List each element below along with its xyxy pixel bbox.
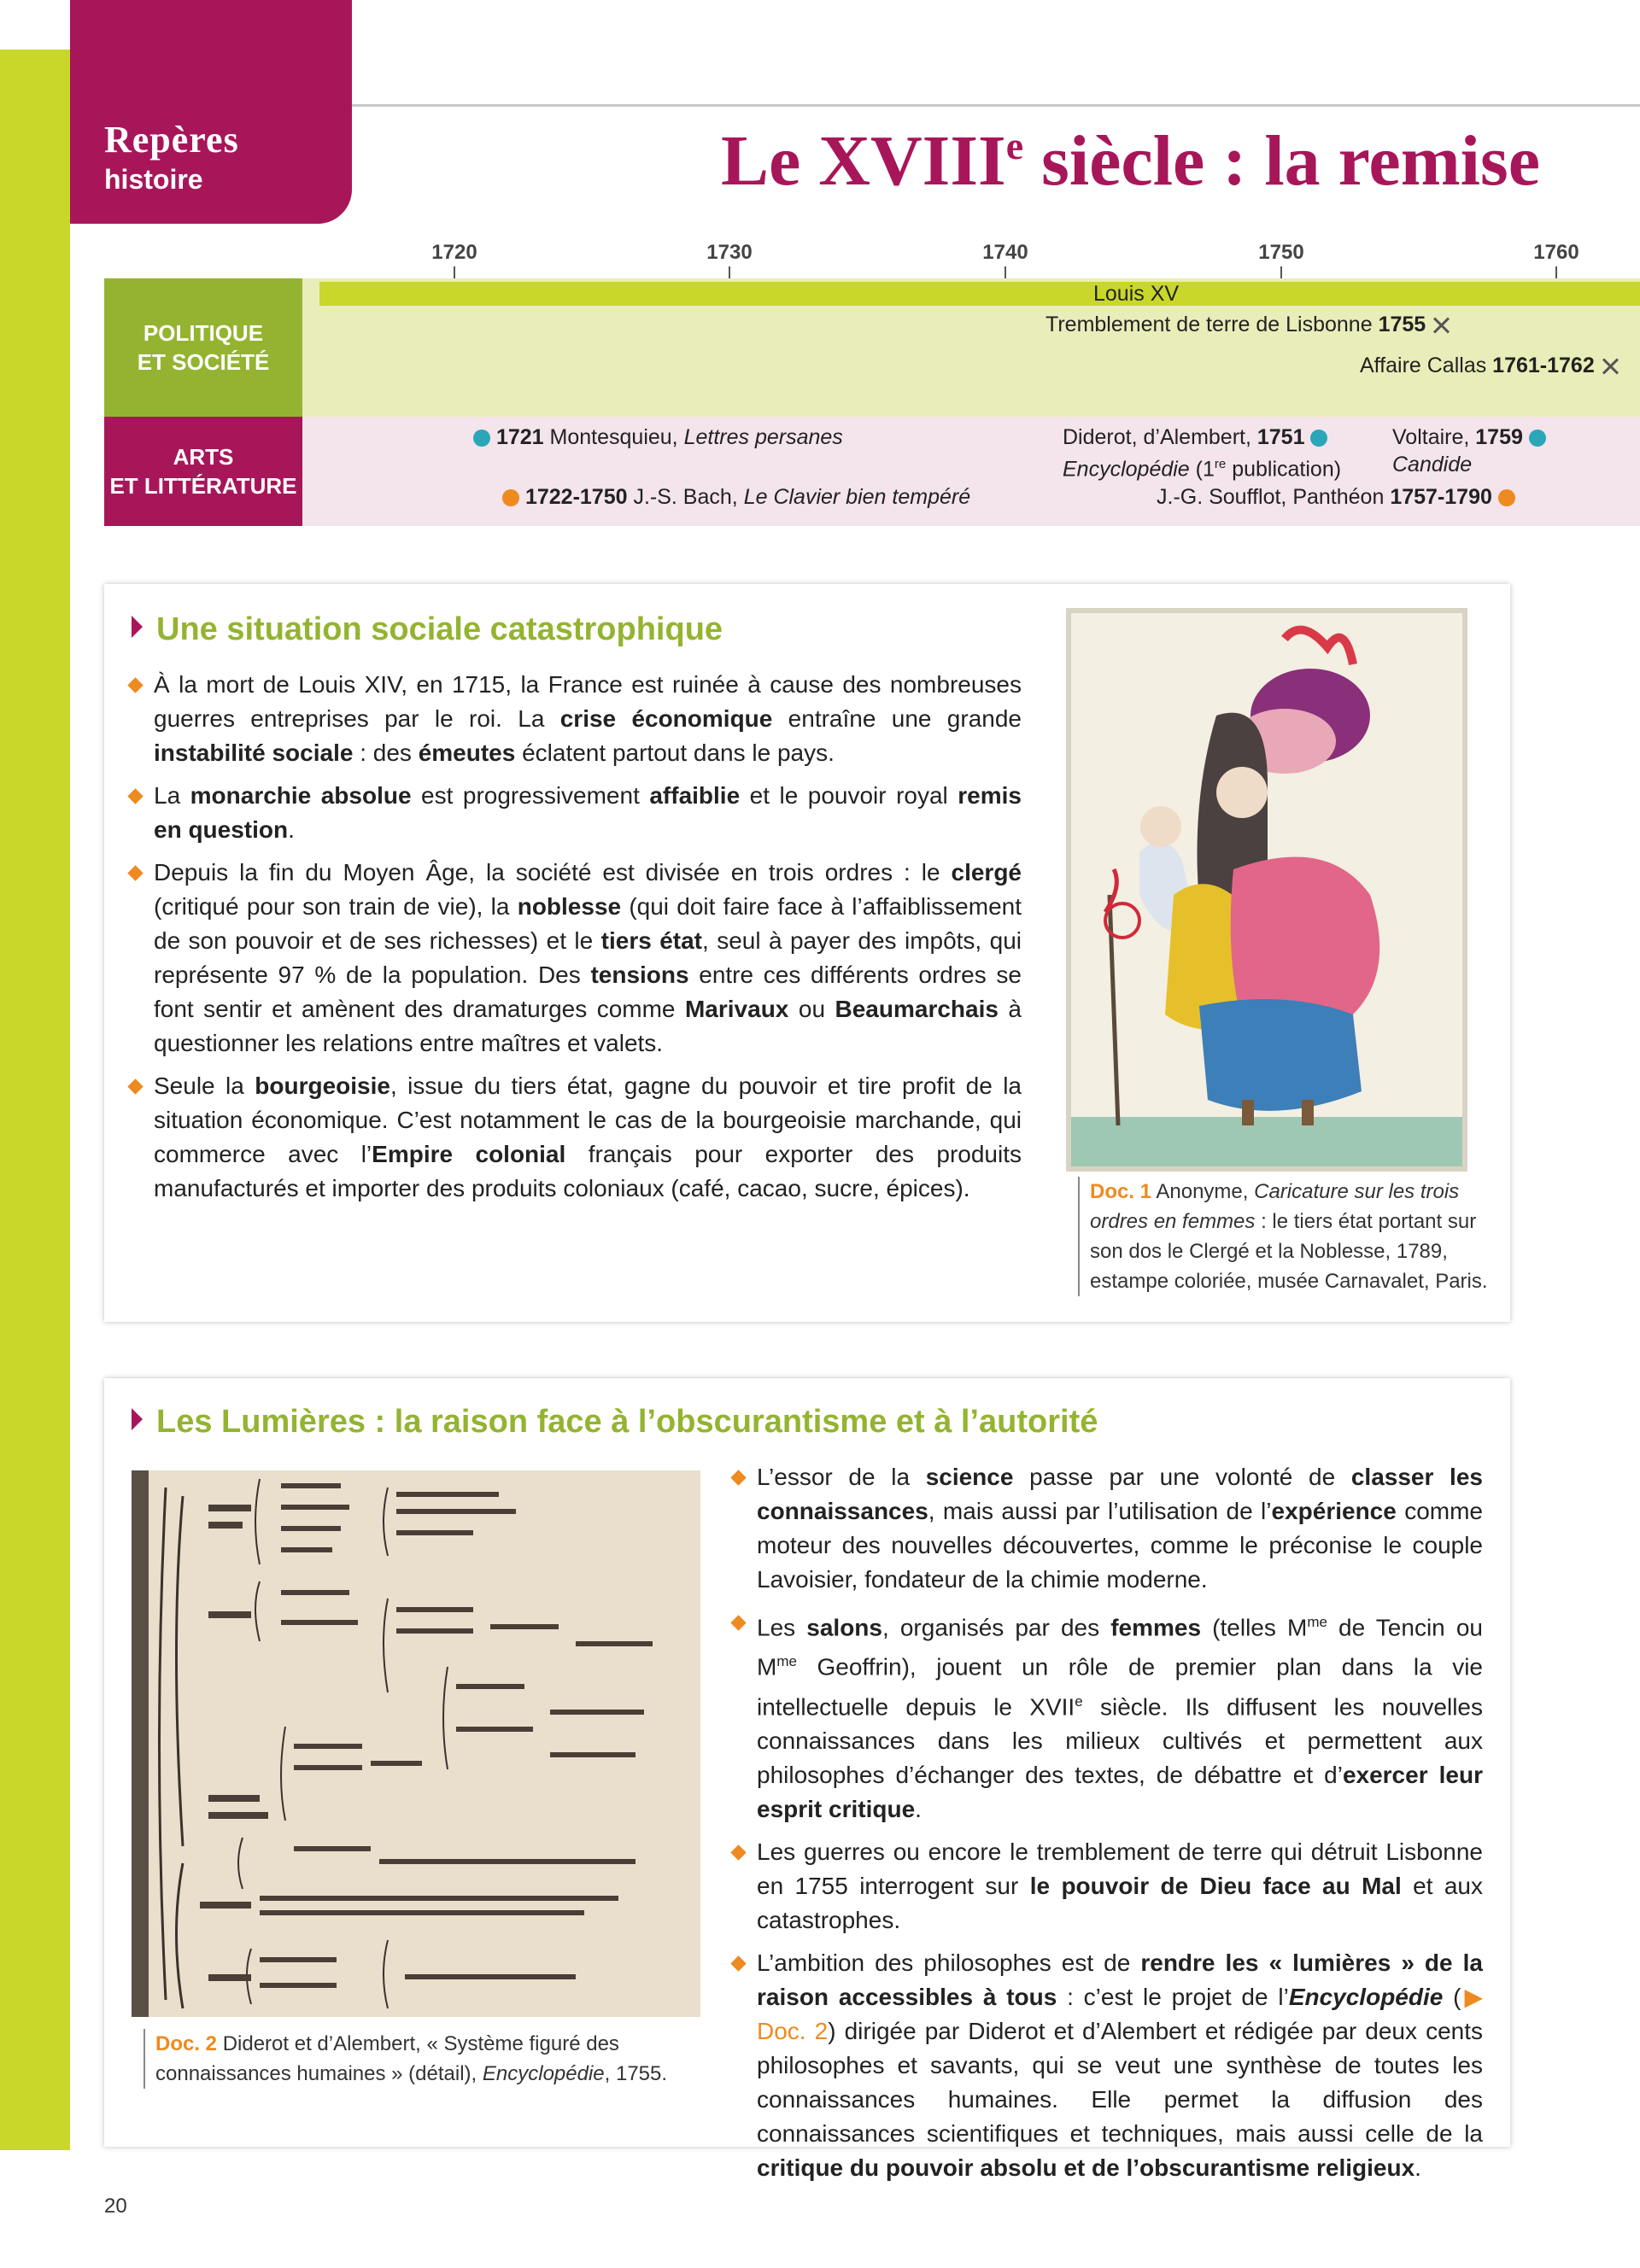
section1-text	[128, 668, 1022, 1214]
left-color-strip	[0, 50, 70, 2150]
section-title-2: Les Lumières : la raison face à l’obscurantisme et à l’autorité	[132, 1404, 1098, 1441]
section2-text	[731, 1460, 1483, 2194]
bullet-icon	[127, 788, 143, 804]
dot-icon	[1310, 430, 1327, 447]
event-voltaire: Voltaire, 1759 Candide	[1392, 424, 1546, 478]
section-title-1: Une situation sociale catastrophique	[132, 611, 723, 648]
dot-icon	[502, 489, 519, 506]
chevron-icon	[132, 1408, 143, 1430]
dot-icon	[473, 430, 490, 447]
event-lisbonne: Tremblement de terre de Lisbonne 1755	[1046, 311, 1450, 338]
event-soufflot: J.-G. Soufflot, Panthéon 1757-1790	[1157, 483, 1515, 511]
doc2-illustration	[132, 1470, 700, 2017]
event-callas: Affaire Callas 1761-1762	[1360, 352, 1620, 379]
page-number: 20	[104, 2195, 127, 2218]
paragraph: Les salons, organisés par des femmes (telles $M^{me}$ de Tencin ou $M^{me}$ Geoffrin), jouent un rôle de premier plan dans la vie intellectuelle depuis le XVIIe siècle. Ils diffusent les nouvelles connaissances dans les milieux cultivés et permettent aux philosophes d’échanger des textes, de débattre et d’exercer leur esprit critique.	[731, 1605, 1483, 1827]
timeline-tick	[1555, 266, 1557, 278]
paragraph: La monarchie absolue est progressivement affaiblie et le pouvoir royal remis en question.	[128, 779, 1022, 847]
timeline-tick	[1004, 266, 1006, 278]
bullet-icon	[127, 1078, 143, 1094]
timeline-year: 1740	[982, 241, 1028, 264]
cross-icon	[1601, 357, 1620, 376]
bullet-icon	[127, 865, 143, 880]
tab-subtitle: histoire	[104, 164, 203, 195]
louis-xv-label: Louis XV	[1093, 282, 1180, 306]
paragraph: Les guerres ou encore le tremblement de terre qui détruit Lisbonne en 1755 interrogent sur le pouvoir de Dieu face au Mal et aux catastrophes.	[731, 1835, 1483, 1938]
encyclopedie-tree-image	[132, 1470, 700, 2017]
timeline-year: 1730	[706, 241, 753, 264]
paragraph: L’essor de la science passe par une volonté de classer les connaissances, mais aussi par l’utilisation de l’expérience comme moteur des nouvelles découvertes, comme le préconise le couple Lavoisier, fondateur de la chimie moderne.	[731, 1460, 1483, 1597]
doc2-reference-link[interactable]: ▶ Doc. 2	[757, 1983, 1483, 2044]
header-rule	[352, 104, 1640, 107]
paragraph: L’ambition des philosophes est de rendre les « lumières » de la raison accessibles à tous : c’est le projet de l’Encyclopédie (▶ Doc. 2) dirigée par Diderot et d’Alembert et rédigée par deux cents philosophes et savants, qui se veut une synthèse de toutes les connaissances humaines. Elle permet la diffusion des connaissances scientifiques et techniques, mais aussi celle de la critique du pouvoir absolu et de l’obscurantisme religieux.	[731, 1946, 1483, 2185]
timeline-year: 1760	[1533, 241, 1579, 264]
doc2-caption: Doc. 2 Diderot et d’Alembert, « Système figuré des connaissances humaines » (détail), Encyclopédie, 1755.	[144, 2029, 690, 2089]
arts-label: ARTS ET LITTÉRATURE	[104, 417, 302, 526]
bullet-icon	[730, 1615, 746, 1630]
paragraph: À la mort de Louis XIV, en 1715, la France est ruinée à cause des nombreuses guerres entreprises par le roi. La crise économique entraîne une grande instabilité sociale : des émeutes éclatent partout dans le pays.	[128, 668, 1022, 770]
event-montesquieu: 1721 Montesquieu, Lettres persanes	[473, 424, 843, 451]
louis-xv-reign-bar	[319, 282, 1640, 306]
timeline-year: 1750	[1258, 241, 1304, 264]
section-tab	[70, 0, 352, 224]
timeline-tick	[1280, 266, 1282, 278]
timeline-year: 1720	[431, 241, 477, 264]
cross-icon	[1432, 316, 1450, 335]
politics-label: POLITIQUE ET SOCIÉTÉ	[104, 278, 302, 417]
dot-icon	[1498, 489, 1515, 506]
doc1-illustration	[1066, 608, 1467, 1172]
page-title: Le XVIIIe siècle : la remise	[721, 121, 1540, 201]
caricature-image	[1071, 613, 1462, 1166]
tab-title: Repères	[104, 119, 239, 161]
bullet-icon	[730, 1844, 746, 1860]
chevron-icon	[132, 616, 143, 638]
dot-icon	[1529, 430, 1546, 447]
bullet-icon	[730, 1955, 746, 1971]
timeline-tick	[729, 266, 730, 278]
paragraph: Seule la bourgeoisie, issue du tiers état, gagne du pouvoir et tire profit de la situation économique. C’est notamment le cas de la bourgeoisie marchande, qui commerce avec l’Empire colonial français pour exporter des produits manufacturés et importer des produits coloniaux (café, cacao, sucre, épices).	[128, 1069, 1022, 1206]
doc1-caption: Doc. 1 Anonyme, Caricature sur les trois ordres en femmes : le tiers état portant sur son dos le Clergé et la Noblesse, 1789, estampe coloriée, musée Carnavalet, Paris.	[1078, 1177, 1488, 1296]
event-encyclopedie: Diderot, d’Alembert, 1751 Encyclopédie (1re publication)	[1063, 425, 1342, 482]
event-bach: 1722-1750 J.-S. Bach, Le Clavier bien tempéré	[502, 483, 970, 511]
paragraph: Depuis la fin du Moyen Âge, la société est divisée en trois ordres : le clergé (critiqué pour son train de vie), la noblesse (qui doit faire face à l’affaiblissement de son pouvoir et de ses richesses) et le tiers état, seul à payer des impôts, qui représente 97 % de la population. Des tensions entre ces différents ordres se font sentir et amènent des dramaturges comme Marivaux ou Beaumarchais à questionner les relations entre maîtres et valets.	[128, 856, 1022, 1061]
bullet-icon	[127, 677, 143, 693]
timeline-tick	[454, 266, 455, 278]
bullet-icon	[730, 1470, 746, 1485]
